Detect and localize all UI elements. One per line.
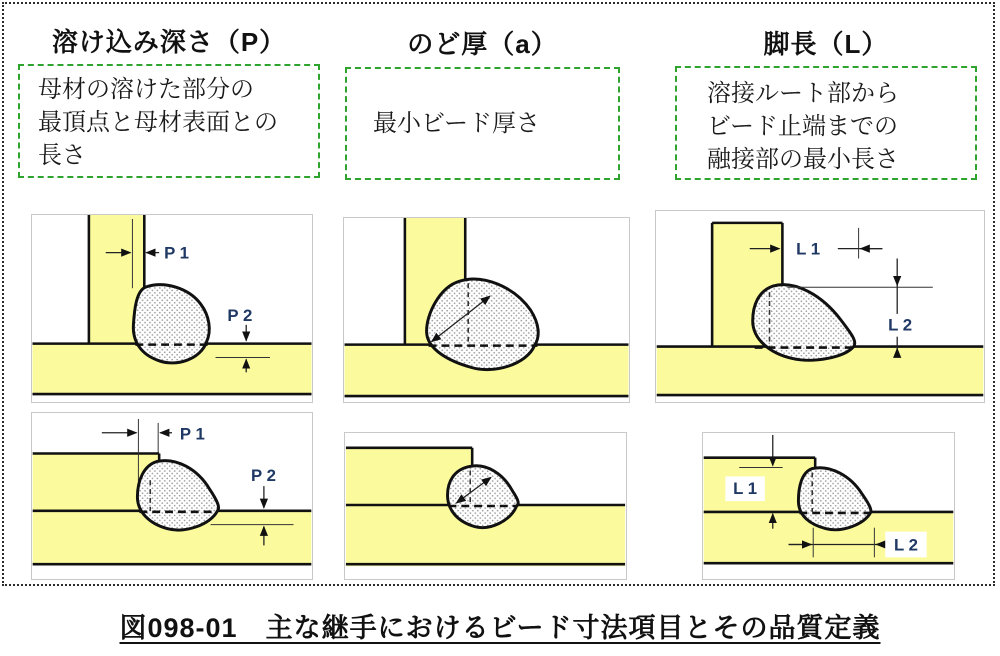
definition-line: 最小ビード厚さ [373,110,541,137]
definition-box-leg [675,66,977,180]
diagram-tee-throat [343,217,630,403]
diagram-lap-leg [702,432,955,580]
column-title-penetration: 溶け込み深さ（P） [51,27,287,57]
definition-line: 融接部の最小長さ [707,146,899,173]
definition-box-throat [345,67,620,180]
p1-label: P 1 [164,243,190,263]
l1-label: L 1 [796,239,821,259]
column-title-throat: のど厚（a） [407,29,558,59]
p2-label: P 2 [227,305,253,325]
definition-line: 溶接ルート部から [707,80,899,107]
definition-line: 最頂点と母材表面との [38,109,278,136]
definition-box-penetration [18,64,320,178]
dimension-p1 [102,425,205,444]
p1-label: P 1 [179,424,205,444]
weld-bead [753,285,855,361]
diagram-lap-penetration [31,412,313,580]
column-title-leg: 脚長（L） [763,29,889,59]
p2-label: P 2 [251,466,276,486]
figure-caption: 図098-01 主な継手におけるビード寸法項目とその品質定義 [119,613,881,643]
weld-bead [798,468,871,530]
definition-line: ビード止端までの [707,113,899,140]
weld-bead [448,466,519,528]
diagram-tee-penetration [31,214,313,403]
diagram-tee-leg [655,210,985,403]
definition-line: 母材の溶けた部分の [38,76,254,103]
weld-bead [427,279,539,370]
l2-label: L 2 [893,535,918,555]
definition-line: 長さ [38,142,86,169]
l2-label: L 2 [888,315,913,335]
diagram-lap-throat [344,432,627,580]
l1-label: L 1 [733,479,758,499]
weld-bead [133,285,209,363]
weld-bead [137,461,218,530]
